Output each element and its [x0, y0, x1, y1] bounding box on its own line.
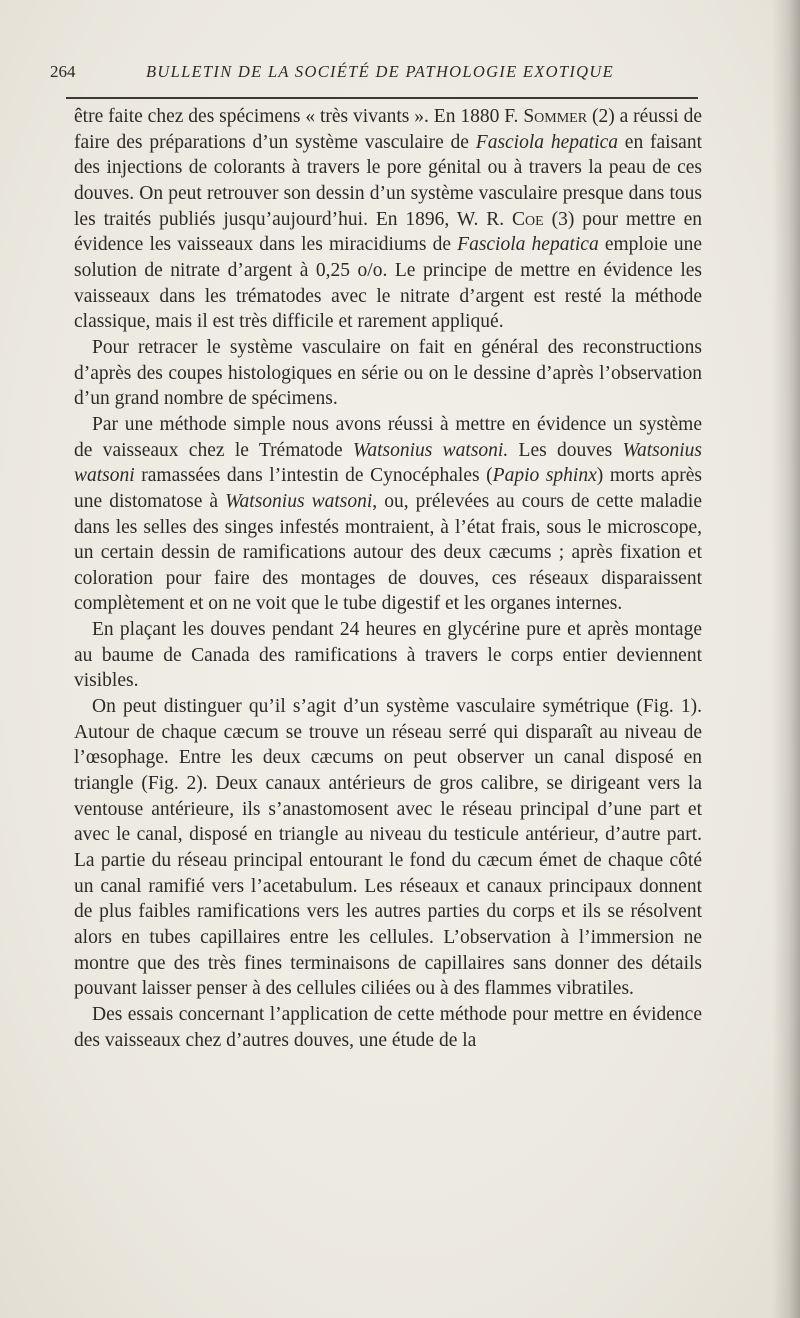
- italic-term: Fasciola hepatica: [457, 234, 599, 256]
- paragraph: [74, 617, 702, 694]
- italic-term: Watsonius watsoni: [225, 490, 373, 512]
- text-run: Pour retracer le système vasculaire on fait en général des reconstructions d’après des coupes histologiques en série ou on le dessine d’après l’observation d’un grand nombre de spécimens.: [74, 336, 702, 410]
- header-rule: [66, 97, 698, 99]
- author-name: Coe: [512, 208, 544, 230]
- text-run: Des essais concernant l’application de cette méthode pour mettre en évidence des vaisseaux chez d’autres douves, une étude de la: [74, 1003, 702, 1051]
- text-run: Par une méthode simple nous avons réussi à mettre en évidence un système de vaisseaux chez le Trématode: [74, 413, 702, 461]
- italic-term: Papio sphinx: [492, 465, 597, 487]
- text-run: , ou, prélevées au cours de cette maladie dans les selles des singes infestés montraient, à l’état frais, sous le microscope, un certain dessin de ramifications autour des deux cæcums ; après fixation et coloration pour faire des montages de douves, ces réseaux disparaissent complètement et on ne voit que le tube digestif et les organes internes.: [74, 490, 702, 615]
- text-run: emploie une solution de nitrate d’argent à 0,25 o/o. Le principe de mettre en évidence les vaisseaux dans les trématodes avec le nitrate d’argent est resté la méthode classique, mais il est très difficile et rarement appliqué.: [74, 234, 702, 333]
- paragraph: [74, 694, 702, 1002]
- page-number: 264: [50, 62, 76, 81]
- italic-term: Fasciola hepatica: [475, 131, 618, 153]
- text-run: On peut distinguer qu’il s’agit d’un système vasculaire symétrique (Fig. 1). Autour de chaque cæcum se trouve un réseau serré qui disparaît au niveau de l’œsophage. Entre les deux cæcums on peut observer un canal disposé en triangle (Fig. 2). Deux canaux antérieurs de gros calibre, se dirigeant vers la ventouse antérieure, ils s’anastomosent avec le réseau principal d’une part et avec le canal, disposé en triangle au niveau du testicule antérieur, d’autre part. La partie du réseau principal entourant le fond du cæcum émet de chaque côté un canal ramifié vers l’acetabulum. Les réseaux et canaux principaux donnent de plus faibles ramifications vers les autres parties du corps et ils se résolvent alors en tubes capillaires entre les cellules. L’observation à l’immersion ne montre que des très fines terminaisons de capillaires sans donner des détails pouvant laisser penser à des cellules ciliées ou à des flammes vibratiles.: [74, 696, 702, 1000]
- italic-term: Watsonius watsoni: [74, 439, 702, 487]
- page-header: [50, 62, 700, 88]
- text-run: être faite chez des spécimens « très vivants ». En 1880 F.: [74, 106, 524, 127]
- paragraph: [74, 412, 702, 617]
- text-run: En plaçant les douves pendant 24 heures en glycérine pure et après montage au baume de Canada des ramifications à travers le corps entier deviennent visibles.: [74, 619, 702, 692]
- text-run: (3) pour mettre en évidence les vaisseaux dans les miracidiums de: [74, 208, 702, 256]
- text-run: (2) a réussi de faire des préparations d’un système vasculaire de: [74, 106, 702, 153]
- text-run: ramassées dans l’intestin de Cynocéphales (: [134, 465, 493, 487]
- article-body: [74, 104, 702, 1053]
- text-run: Les douves: [508, 439, 623, 461]
- paragraph: [74, 104, 702, 335]
- book-spine-shadow: [772, 0, 800, 1318]
- text-run: ) morts après une distomatose à: [74, 465, 702, 512]
- italic-term: Watsonius watsoni.: [352, 439, 509, 461]
- paragraph: [74, 1002, 702, 1053]
- text-run: en faisant des injections de colorants à travers le pore génital ou à travers la peau de ces douves. On peut retrouver son dessin d’un système vasculaire presque dans tous les traités publiés jusqu’aujourd’hui. En 1896, W. R.: [74, 131, 702, 230]
- running-title: BULLETIN DE LA SOCIÉTÉ DE PATHOLOGIE EXOTIQUE: [146, 62, 614, 81]
- author-name: Sommer: [523, 106, 588, 127]
- paragraph: [74, 335, 702, 412]
